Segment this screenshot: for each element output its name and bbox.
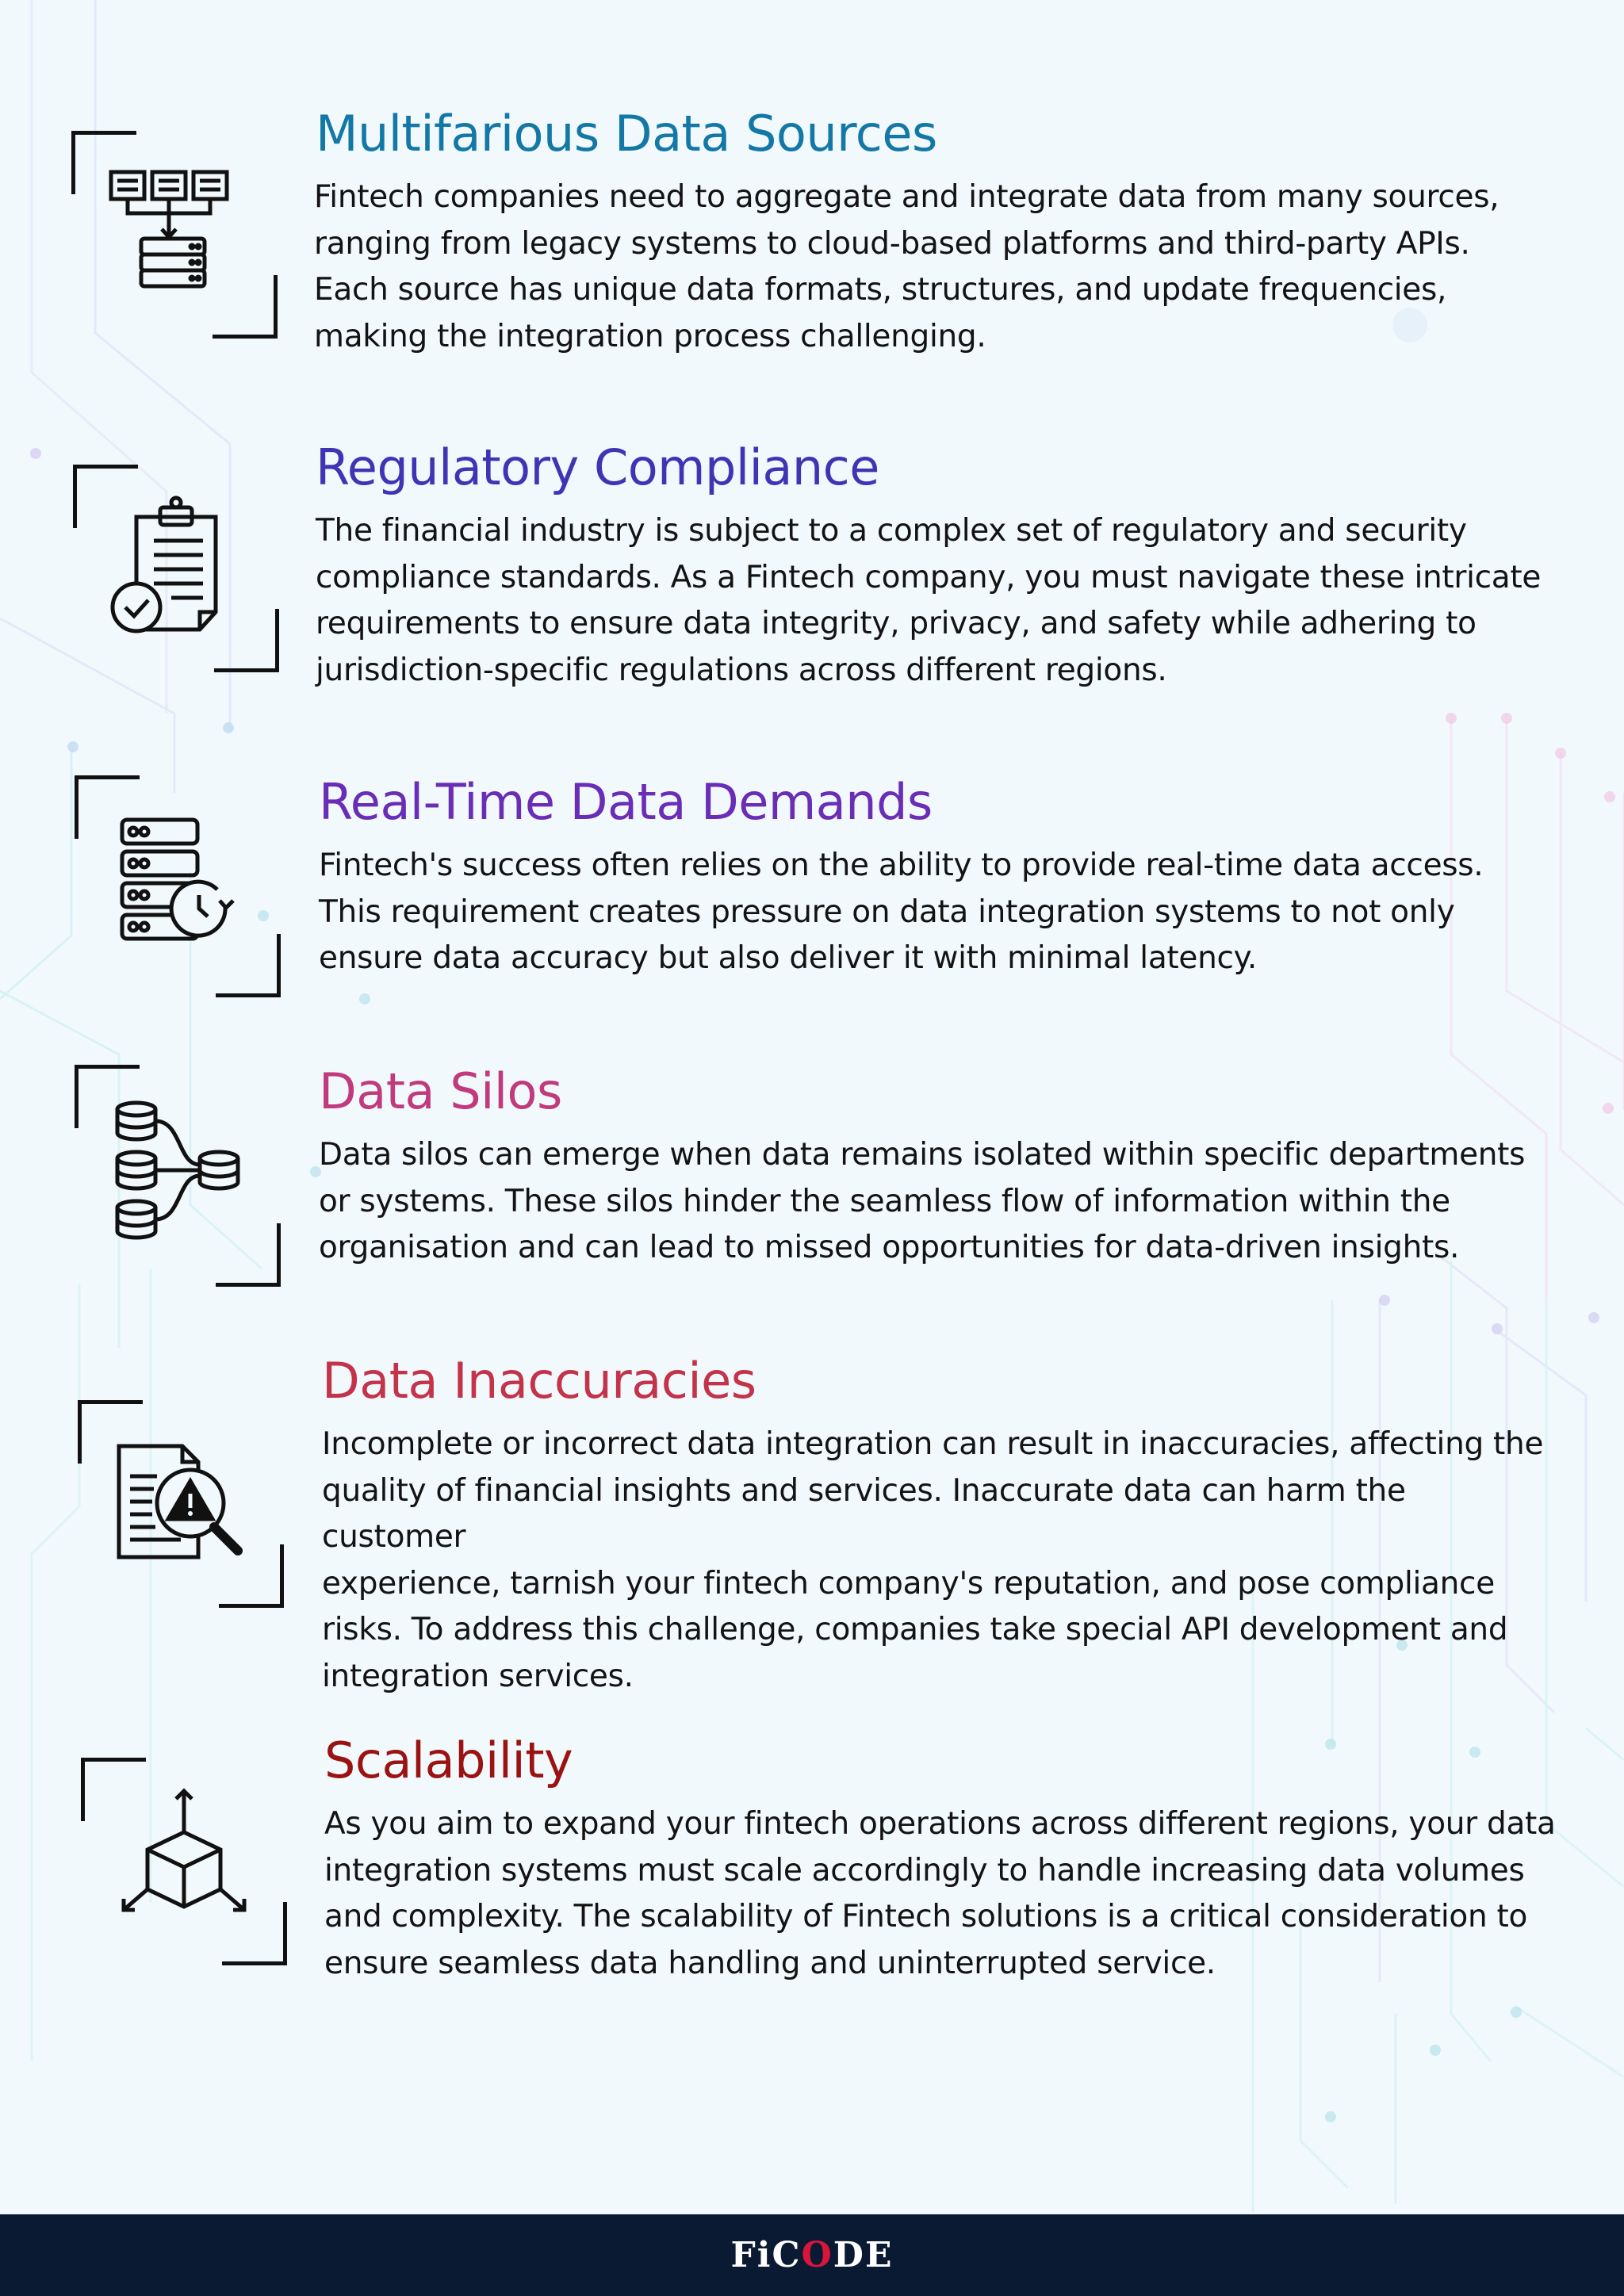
body-line: quality of financial insights and services. Inaccurate data can harm the customer xyxy=(322,1472,1406,1555)
section-scalability xyxy=(0,1730,1624,2031)
body-line: organisation and can lead to missed opportunities for data-driven insights. xyxy=(319,1230,1460,1265)
body-line: Data silos can emerge when data remains isolated within specific departments xyxy=(319,1137,1526,1173)
body-line: experience, tarnish your fintech company's reputation, and pose compliance xyxy=(322,1565,1495,1601)
section-title: Scalability xyxy=(324,1732,573,1789)
icon-frame xyxy=(78,1400,284,1608)
brand-text-end: DE xyxy=(833,2235,894,2275)
body-line: integration systems must scale accordingly to handle increasing data volumes xyxy=(324,1852,1525,1888)
compliance-clipboard-icon xyxy=(105,493,247,644)
section-real-time-data-demands xyxy=(0,771,1624,1073)
section-body xyxy=(314,174,1551,360)
body-line: As you aim to expand your fintech operations across different regions, your data xyxy=(324,1806,1556,1842)
data-inaccuracy-warning-icon xyxy=(109,1429,252,1579)
section-data-silos xyxy=(0,1061,1624,1362)
icon-frame xyxy=(81,1758,287,1965)
section-body xyxy=(319,843,1556,982)
section-title: Data Inaccuracies xyxy=(322,1352,756,1410)
body-line: or systems. These silos hinder the seamless flow of information within the xyxy=(319,1183,1450,1219)
data-sources-icon xyxy=(103,159,246,310)
body-line: Incomplete or incorrect data integration can result in inaccuracies, affecting the xyxy=(322,1426,1544,1462)
body-line: Fintech's success often relies on the ability to provide real-time data access. xyxy=(319,848,1484,883)
brand-text-c: C xyxy=(772,2235,802,2275)
brand-logo-mark: O xyxy=(801,2235,833,2275)
icon-frame xyxy=(75,775,281,983)
body-line: The financial industry is subject to a complex set of regulatory and security xyxy=(316,513,1467,549)
data-silos-icon xyxy=(106,1093,249,1244)
body-line: making the integration process challenging. xyxy=(314,318,986,354)
body-line: ensure seamless data handling and uninterrupted service. xyxy=(324,1945,1216,1981)
section-body xyxy=(324,1801,1561,1987)
body-line: Fintech companies need to aggregate and integrate data from many sources, xyxy=(314,179,1500,215)
section-title: Data Silos xyxy=(319,1062,562,1120)
section-title: Real-Time Data Demands xyxy=(319,773,933,831)
section-title: Multifarious Data Sources xyxy=(316,105,937,163)
icon-frame xyxy=(73,465,279,672)
section-title: Regulatory Compliance xyxy=(316,438,879,496)
body-line: risks. To address this challenge, companies take special API development and xyxy=(322,1612,1508,1647)
realtime-server-icon xyxy=(106,804,249,955)
section-body xyxy=(322,1422,1559,1700)
body-line: compliance standards. As a Fintech company, you must navigate these intricate xyxy=(316,559,1542,595)
body-line: and complexity. The scalability of Fintech solutions is a critical consideration to xyxy=(324,1899,1528,1934)
body-line: jurisdiction-specific regulations across different regions. xyxy=(316,652,1167,688)
body-line: ensure data accuracy but also deliver it with minimal latency. xyxy=(319,940,1257,976)
section-data-inaccuracies xyxy=(0,1350,1624,1694)
section-body xyxy=(319,1132,1556,1272)
body-line: Each source has unique data formats, structures, and update frequencies, xyxy=(314,272,1447,308)
section-body xyxy=(316,508,1553,694)
brand-text-start: Fi xyxy=(730,2235,772,2275)
brand-logo xyxy=(730,2235,893,2275)
footer-bar xyxy=(0,2214,1624,2296)
scalability-cube-icon xyxy=(113,1786,255,1937)
body-line: requirements to ensure data integrity, privacy, and safety while adhering to xyxy=(316,606,1477,641)
body-line: ranging from legacy systems to cloud-based platforms and third-party APIs. xyxy=(314,225,1470,262)
icon-frame xyxy=(71,131,278,339)
section-regulatory-compliance xyxy=(0,437,1624,738)
body-line: integration services. xyxy=(322,1658,634,1694)
icon-frame xyxy=(75,1065,281,1272)
section-multifarious-data-sources xyxy=(0,103,1624,404)
body-line: This requirement creates pressure on data integration systems to not only xyxy=(319,894,1455,930)
